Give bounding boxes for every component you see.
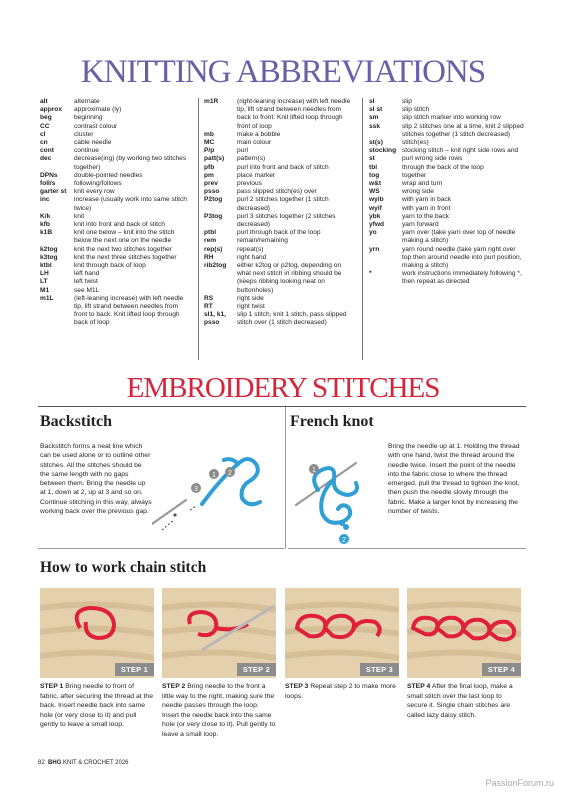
abbreviation-meaning: knit every row [74, 188, 115, 196]
chain-step-1 [40, 588, 154, 730]
step-marker-1 [209, 469, 219, 479]
abbreviation-row [369, 213, 526, 221]
abbreviation-row [369, 188, 526, 196]
abbreviation-term: sl st [369, 106, 383, 114]
abbreviation-row [40, 229, 192, 245]
abbreviation-row [369, 172, 526, 180]
embroidery-title: EMBROIDERY STITCHES [126, 372, 440, 404]
abbreviation-term: patt(s) [204, 155, 225, 163]
abbreviation-term: rem [204, 237, 217, 245]
step-3-caption: STEP 3 Repeat step 2 to make more loops. [285, 683, 396, 700]
abbreviation-meaning: with yarn in front [402, 204, 451, 212]
abbreviation-meaning: slip 1 stitch, knit 1 stitch, pass slipped stitch over (1 stitch decreased) [237, 311, 347, 327]
abbreviation-row [204, 213, 354, 229]
backstitch-illustration [152, 442, 282, 537]
abbreviation-row [40, 278, 192, 286]
backstitch-text: Backstitch forms a neat line which can be used alone or to outline other stitches. All the stitches should be the same length with no gaps between them. Bring the needle up at 1, down at 2, up at 3 and so on. Continue stitching in this way, always working back over the previous gap. [40, 443, 152, 516]
abbreviation-term: cont [40, 147, 54, 155]
abbreviation-meaning: purl 3 stitches together (2 stitches decreased) [237, 212, 336, 229]
abbreviation-meaning: with yarn in back [402, 196, 452, 204]
abbreviation-row [40, 270, 192, 278]
abbreviation-term: CC [40, 122, 50, 130]
abbreviation-row [40, 139, 192, 147]
abbreviation-term: pfb [204, 163, 215, 171]
abbreviation-term: foll/s [40, 180, 56, 188]
abbreviation-row [369, 147, 526, 163]
abbreviation-row [40, 98, 192, 106]
abbreviation-row [369, 180, 526, 188]
abbreviation-meaning: yarn round needle (take yarn right over top then around needle into purl position, making a stitch) [402, 245, 522, 270]
abbreviation-term: kfb [40, 221, 50, 229]
abbreviation-meaning: purl through back of the loop [237, 229, 321, 237]
step-marker-2 [225, 467, 235, 477]
abbreviation-meaning: yarn over (take yarn over top of needle making a stitch) [402, 229, 516, 245]
abbreviation-meaning: yarn forward [402, 221, 439, 229]
french-knot-panel [288, 407, 526, 549]
abbreviation-term: rep(s) [204, 245, 223, 253]
abbreviation-term: w&t [369, 180, 382, 188]
chain-step-3 [285, 588, 399, 701]
abbreviation-term: yo [369, 229, 377, 237]
abbreviation-term: K/k [40, 212, 51, 220]
abbreviation-meaning: stitch(es) [402, 139, 429, 147]
abbreviation-row [369, 98, 526, 106]
abbreviation-term: pm [204, 171, 214, 179]
svg-text:1: 1 [312, 467, 316, 474]
abbreviation-term: sm [369, 114, 379, 122]
abbreviation-row [40, 287, 192, 295]
abbreviation-row [369, 123, 526, 139]
abbreviation-row [40, 196, 192, 212]
abbreviation-term: tog [369, 171, 380, 179]
abbreviation-meaning: either k2tog or p2tog, depending on what next stitch in ribbing should be (keeps ribbing looking neat on buttonholes) [237, 262, 342, 294]
abbreviation-term: yfwd [369, 221, 385, 229]
abbreviation-row [40, 114, 192, 122]
step-marker-1 [309, 464, 319, 474]
step-badge: STEP 4 [482, 663, 521, 676]
column-divider [198, 98, 199, 360]
abbreviation-meaning: contrast colour [74, 122, 118, 130]
abbreviation-row [204, 164, 354, 172]
abbreviation-term: k2tog [40, 245, 58, 253]
page-number: 82 [38, 760, 45, 766]
abbreviation-row [40, 147, 192, 155]
abbreviation-meaning: right twist [237, 303, 265, 311]
abbreviation-meaning: (left-leaning increase) with left needle tip, lift strand between needles from front to back. Knit lifted loop through back of loop [74, 294, 184, 327]
step-2-photo [162, 588, 276, 678]
abbreviation-term: mb [204, 130, 214, 138]
abbreviation-meaning: wrong side [402, 188, 434, 196]
abbreviation-meaning: purl [237, 147, 248, 155]
step-4-caption: STEP 4 After the final loop, make a small stitch over the last loop to secure it. Single chain stitches are called lazy daisy stitch. [407, 683, 513, 719]
abbreviation-meaning: work instructions immediately following *, then repeat as directed [402, 270, 522, 286]
abbreviation-meaning: repeat(s) [237, 245, 264, 253]
abbreviation-term: k3tog [40, 253, 58, 261]
abbreviations-title: KNITTING ABBREVIATIONS [80, 54, 486, 90]
abbreviation-meaning: see M1L [74, 286, 100, 294]
french-knot-text: Bring the needle up at 1. Holding the thread with one hand, twist the thread around the needle twice. Insert the point of the needle into the fabric close to where the thread emerged, pull the thread to tighten the knot, then push the needle slowly through the fabric. Make a larger knot by increasing the number of twists. [388, 443, 520, 516]
abbreviation-row [40, 295, 192, 328]
step-badge: STEP 3 [360, 663, 399, 676]
abbreviation-meaning: knit one below – knit into the stitch below the next one on the needle [74, 229, 175, 245]
abbreviation-row [204, 139, 354, 147]
abbreviation-term: WS [369, 188, 380, 196]
abbreviation-row [204, 172, 354, 180]
abbreviation-term: P2tog [204, 196, 223, 204]
abbreviation-row [40, 106, 192, 114]
abbreviation-meaning: yarn to the back [402, 212, 449, 220]
abbreviation-term: inc [40, 196, 50, 204]
abbreviation-row [204, 98, 354, 131]
abbreviation-meaning: right side [237, 294, 264, 302]
page-footer [38, 760, 129, 766]
column-divider [362, 98, 363, 360]
abbreviation-meaning: cluster [74, 130, 94, 138]
abbreviation-term: P/p [204, 147, 215, 155]
backstitch-title: Backstitch [40, 413, 112, 430]
abbreviation-term: alt [40, 98, 48, 105]
abbreviation-row [40, 155, 192, 171]
abbreviation-meaning: make a bobble [237, 130, 281, 138]
abbreviation-term: cn [40, 139, 48, 147]
abbreviation-row [204, 180, 354, 188]
abbreviation-meaning: knit the next two stitches together [74, 245, 172, 253]
step-badge: STEP 2 [237, 663, 276, 676]
abbreviation-term: LH [40, 270, 49, 278]
abbreviation-meaning: increase (usually work into same stitch twice) [74, 196, 187, 212]
abbreviation-meaning: pattern(s) [237, 155, 266, 163]
abbreviation-row [40, 131, 192, 139]
svg-text:2: 2 [342, 537, 346, 544]
step-marker-2 [339, 534, 349, 544]
abbreviation-row [204, 196, 354, 212]
step-1-photo [40, 588, 154, 678]
abbreviation-meaning: right hand [237, 253, 267, 261]
abbreviation-row [40, 254, 192, 262]
abbreviation-row [204, 155, 354, 163]
abbreviation-meaning: continue [74, 147, 99, 155]
abbreviation-meaning: decrease(ing) (by working two stitches together) [74, 155, 187, 171]
chain-step-2 [162, 588, 276, 739]
abbreviation-meaning: knit [74, 212, 85, 220]
step-badge: STEP 1 [115, 663, 154, 676]
abbreviation-meaning: slip stitch [402, 106, 430, 114]
abbreviation-meaning: alternate [74, 98, 100, 105]
abbreviation-term: RT [204, 303, 213, 311]
abbreviation-row [40, 180, 192, 188]
abbreviation-meaning: knit into front and back of stitch [74, 221, 165, 229]
abbreviation-row [40, 262, 192, 270]
abbreviation-term: prev [204, 180, 218, 188]
abbreviation-row [204, 311, 354, 327]
step-1-caption: STEP 1 Bring needle to front of fabric, after securing the thread at the back. Insert needle back into same hole (or very close to it) and pull gently to leave a small loop. [40, 683, 153, 728]
abbreviation-row [369, 246, 526, 271]
abbreviations-column-1 [40, 98, 192, 328]
svg-text:2: 2 [228, 470, 232, 477]
abbreviation-term: MC [204, 139, 215, 147]
abbreviation-row [204, 254, 354, 262]
abbreviation-meaning: wrap and turn [402, 180, 443, 188]
abbreviation-term: wyib [369, 196, 384, 204]
abbreviation-meaning: approximate (ly) [74, 106, 122, 114]
chain-step-4 [407, 588, 521, 720]
abbreviation-meaning: following/follows [74, 180, 122, 188]
svg-text:1: 1 [212, 472, 216, 479]
abbreviations-column-3 [369, 98, 526, 287]
abbreviation-row [204, 229, 354, 237]
abbreviation-meaning: remain/remaining [237, 237, 288, 245]
publication-name: KNIT & CROCHET 2026 [63, 760, 129, 766]
abbreviation-row [204, 295, 354, 303]
abbreviation-term: st(s) [369, 139, 383, 147]
abbreviation-term: DPNs [40, 171, 58, 179]
abbreviation-meaning: purl into front and back of stitch [237, 163, 329, 171]
backstitch-panel [38, 407, 284, 549]
abbreviation-meaning: left hand [74, 270, 100, 278]
abbreviation-term: cl [40, 130, 46, 138]
abbreviation-term: ptbl [204, 229, 217, 237]
abbreviation-meaning: double-pointed needles [74, 171, 143, 179]
abbreviation-row [204, 188, 354, 196]
abbreviation-meaning: place marker [237, 171, 276, 179]
abbreviation-meaning: main colour [237, 139, 272, 147]
abbreviation-row [204, 303, 354, 311]
abbreviation-row [40, 188, 192, 196]
abbreviation-row [369, 221, 526, 229]
abbreviation-row [369, 229, 526, 245]
abbreviation-meaning: slip [402, 98, 412, 105]
abbreviation-row [369, 139, 526, 147]
svg-text:3: 3 [194, 486, 198, 493]
step-marker-3 [191, 483, 201, 493]
abbreviation-row [204, 131, 354, 139]
abbreviation-meaning: slip stitch marker into working row [402, 114, 501, 122]
abbreviation-term: ktbl [40, 262, 52, 270]
abbreviation-term: sl1, k1, psso [204, 311, 226, 327]
abbreviation-term: P3tog [204, 212, 223, 220]
abbreviation-meaning: purl 2 stitches together (1 stitch decreased) [237, 196, 329, 212]
abbreviation-term: dec [40, 155, 52, 163]
abbreviation-row [204, 237, 354, 245]
abbreviation-row [204, 147, 354, 155]
abbreviation-term: wyif [369, 204, 382, 212]
abbreviation-term: sl [369, 98, 375, 105]
step-2-caption: STEP 2 Bring needle to the front a little way to the right, making sure the needle passes through the loop. Insert the needle back into the same hole (or very close to it). Pull gently to leave a small loop. [162, 683, 276, 738]
abbreviation-row [369, 196, 526, 204]
abbreviation-row [369, 205, 526, 213]
abbreviation-term: approx [40, 106, 62, 114]
abbreviation-meaning: (right-leaning increase) with left needle tip, lift strand between needles from back to front. Knit lifted loop through front of loop [237, 98, 351, 130]
abbreviation-term: m1L [40, 294, 54, 302]
abbreviation-term: garter st [40, 188, 67, 196]
abbreviation-meaning: stocking stitch – knit right side rows and purl wrong side rows [402, 147, 519, 163]
abbreviation-row [40, 246, 192, 254]
abbreviation-term: m1R [204, 98, 219, 105]
abbreviation-row [204, 246, 354, 254]
watermark: PassionForum.ru [485, 778, 554, 788]
abbreviation-term: tbl [369, 163, 378, 171]
abbreviation-row [40, 213, 192, 221]
abbreviation-meaning: slip 2 stitches one at a time, knit 2 slipped stitches together (1 stitch decreased) [402, 122, 524, 138]
abbreviation-meaning: cable needle [74, 139, 112, 147]
abbreviation-row [40, 221, 192, 229]
abbreviations-column-2 [204, 98, 354, 328]
abbreviation-row [369, 114, 526, 122]
chain-stitch-title: How to work chain stitch [40, 559, 207, 576]
abbreviation-term: LT [40, 278, 48, 286]
abbreviation-term: rib2tog [204, 262, 227, 270]
abbreviation-term: ybk [369, 212, 381, 220]
french-knot-illustration [288, 435, 386, 547]
abbreviation-meaning: knit through back of loop [74, 262, 146, 270]
abbreviation-meaning: beginning [74, 114, 103, 122]
abbreviation-term: stocking st [369, 147, 397, 163]
abbreviation-term: k1B [40, 229, 53, 237]
abbreviation-term: psso [204, 188, 220, 196]
abbreviation-row [40, 123, 192, 131]
abbreviation-term: yrn [369, 245, 380, 253]
abbreviation-term: RS [204, 294, 214, 302]
abbreviation-meaning: previous [237, 180, 262, 188]
abbreviation-row [40, 172, 192, 180]
abbreviation-term: beg [40, 114, 52, 122]
abbreviation-row [369, 164, 526, 172]
abbreviation-row [369, 270, 526, 286]
abbreviation-meaning: through the back of the loop [402, 163, 484, 171]
abbreviation-term: ssk [369, 122, 381, 130]
panel-divider [285, 407, 286, 549]
step-3-photo [285, 588, 399, 678]
abbreviation-meaning: knit the next three stitches together [74, 253, 177, 261]
abbreviation-meaning: together [402, 171, 427, 179]
abbreviation-term: RH [204, 253, 214, 261]
abbreviation-meaning: left twist [74, 278, 98, 286]
brand-name: BHG [48, 760, 62, 766]
abbreviation-term: * [369, 270, 372, 278]
abbreviation-row [204, 262, 354, 295]
step-4-photo [407, 588, 521, 678]
french-knot-title: French knot [290, 413, 374, 430]
abbreviation-term: M1 [40, 286, 50, 294]
abbreviation-row [369, 106, 526, 114]
abbreviation-meaning: pass slipped stitch(es) over [237, 188, 317, 196]
